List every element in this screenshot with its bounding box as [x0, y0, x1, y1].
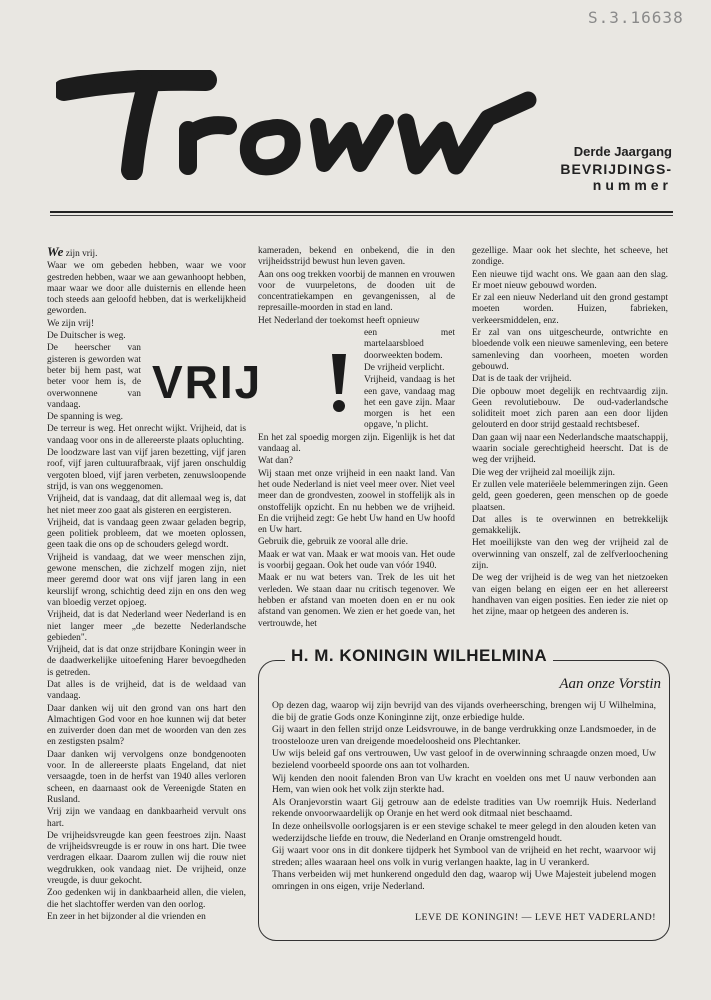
article-paragraph: En het zal spoedig morgen zijn. Eigenlijk is het dat vandaag al. [258, 432, 455, 455]
article-paragraph: Vrijheid, vandaag is het een gave, vandaag mag het een gave zijn. Maar morgen is het een opgave, 'n plicht. [364, 375, 455, 431]
masthead-rule-thin [50, 215, 673, 216]
article-paragraph: Waar we om gebeden hebben, waar we voor gestreden hebben, waar we aan gewanhoopt hebben, maar waar we door alle duisternis en ellende heen toch steeds aan geloofd hebben, dat is werkelijkheid geworden. [47, 261, 246, 317]
tribute-paragraph: Als Oranjevorstin waart Gij getrouw aan de edelste tradities van Uw roemrijk Huis. Nederland rekende onvoorwaardelijk op Oranje en het werd ook ditmaal niet beschaamd. [272, 796, 656, 820]
article-paragraph: De terreur is weg. Het onrecht wijkt. Vrijheid, dat is vandaag voor ons in de allereerste plaats opluchting. [47, 424, 246, 446]
article-column-2 [258, 246, 455, 631]
tribute-paragraph: Gij waart in den fellen strijd onze Leidsvrouwe, in de bange verdrukking onze Landsmoeder, in de troostelooze uren van dreigende moedeloosheid ons Plechtanker. [272, 724, 656, 747]
queen-box-text [272, 700, 656, 894]
article-paragraph: De vrijheid verplicht. [364, 362, 445, 373]
article-paragraph: Vrijheid, dat is dat onze strijdbare Koningin weer in de daadwerkelijke uitoefening Harer bevoegdheden is getreden. [47, 645, 246, 678]
article-paragraph: De loodzware last van vijf jaren bezetting, vijf jaren roof, vijf jaren cultuurafbraak, vijf jaren onschuldig vergoten bloed, vijf jaren verbeten, zenuwsloopende strijd, is van ons weggenomen. [47, 448, 246, 492]
queen-box-subtitle: Aan onze Vorstin [559, 676, 661, 692]
article-paragraph: Wij staan met onze vrijheid in een naakt land. Van het oude Nederland is niet veel meer over. Niet veel meer dan de grondvesten, zoowel in stoffelijk als in onstoffelijk opzicht. En nu hebben we de vrijheid. En die vrijheid zegt: Ge hebt Uw hand en Uw hoofd en Uw hart. [258, 468, 455, 536]
article-paragraph: We zijn vrij. [47, 244, 98, 259]
article-paragraph: Het moeilijkste van den weg der vrijheid zal de overwinning van onszelf, zal de zelfverloochening zijn. [472, 538, 668, 572]
article-paragraph: De weg der vrijheid is de weg van het nietzoeken van eigen belang en eigen eer en het allereerst handhaven van eigen posities. Een ieder zie niet op het zijne, maar op hetgeen des anderen is. [472, 573, 668, 618]
queen-box-footer: LEVE DE KONINGIN! — LEVE HET VADERLAND! [415, 912, 656, 923]
article-paragraph: Dan gaan wij naar een Nederlandsche maatschappij, waarin sociale gerechtigheid heerscht. Dat is de weg der vrijheid. [472, 432, 669, 466]
article-paragraph: gezellige. Maar ook het slechte, het scheeve, het zondige. [472, 246, 668, 268]
masthead-rule [50, 211, 673, 213]
article-paragraph: Er zal van ons uitgescheurde, ontwrichte en bloedende volk een nieuwe samenleving, een betere samenleving dan voorheen, moeten worden gebouwd. [472, 328, 668, 372]
article-paragraph: De spanning is weg. [47, 412, 124, 423]
edition-number: nummer [592, 177, 672, 193]
tribute-paragraph: Wij kenden den nooit falenden Bron van Uw kracht en voelden ons met U nauw verbonden aan Hem, van wien ook het volk zijn sterkte had. [272, 772, 656, 796]
article-paragraph: De heerscher van gisteren is geworden wat beter bij hem past, wat beter voor hem is, de overwonnene van vandaag. [47, 343, 141, 410]
edition-year: Derde Jaargang [573, 144, 672, 159]
tribute-paragraph: Thans verbeiden wij met hunkerend ongeduld den dag, waarop wij Uwe Majesteit jubelend mogen omringen in ons eigen, vrije Nederland. [272, 869, 656, 892]
article-paragraph: Vrijheid, dat is dat Nederland weer Nederland is en niet langer meer „de bezette Nederlandsche gebieden". [47, 610, 246, 643]
article-paragraph: Het Nederland der toekomst heeft opnieuw [258, 315, 420, 326]
article-paragraph: Die opbouw moet degelijk en rechtvaardig zijn. Geen revolutiebouw. De oud-vaderlandsche soliditeit moet zich paren aan een door lijden gelouterd en door strijd gestaald rechtsbesef. [472, 386, 668, 431]
article-paragraph: Er zullen vele materiëele belemmeringen zijn. Geen geld, geen goederen, geen menschen op de goede plaatsen. [472, 479, 668, 513]
article-paragraph: een met martelaarsbloed doorweekten bodem. [364, 328, 455, 361]
article-paragraph: Vrij zijn we vandaag en dankbaarheid vervult ons hart. [47, 807, 246, 829]
tribute-paragraph: Uw wijs beleid gaf ons vertrouwen, Uw vast geloof in de overwinning schraagde onzen moed, Uw bezielend voorbeeld spoorde ons aan tot volharden. [272, 748, 656, 771]
vrij-word: VRIJ [152, 356, 263, 408]
archive-number: S.3.16638 [588, 8, 684, 27]
article-paragraph: Een nieuwe tijd wacht ons. We gaan aan den slag. Er moet nieuw gebouwd worden. [472, 269, 668, 291]
tribute-paragraph: Op dezen dag, waarop wij zijn bevrijd van des vijands overheersching, brengen wij U Wilhelmina, die bij de gratie Gods onze Koninginne zijt, onze erbiedige hulde. [272, 700, 656, 723]
article-paragraph: Daar danken wij uit den grond van ons hart den Almachtigen God voor en hoe kunnen wij dat beter en zuiverder doen dan met de woorden van den zes en zestigsten psalm? [47, 703, 246, 748]
dropcap: We [47, 244, 64, 259]
article-paragraph: Dat is de taak der vrijheid. [472, 374, 572, 385]
tribute-paragraph: Gij waart voor ons in dit donkere tijdperk het Symbool van de vrijheid en het recht, waarvoor wij streden; alles waaraan heel ons volk in vurig verlangen haakte, lag in U verankerd. [272, 845, 656, 868]
article-paragraph: Maak er wat van. Maak er wat moois van. Het oude is voorbij gegaan. Ook het oude van vóór 1940. [258, 549, 455, 572]
article-paragraph: Daar danken wij vervolgens onze bondgenooten voor. In de allereerste plaats Engeland, dat niet versaagde, toen in de herfst van 1940 alles verloren scheen, en daarnaast ook de Vereenigde Staten en Rusland. [47, 749, 246, 805]
article-paragraph: Gebruik die, gebruik ze vooral alle drie. [258, 537, 408, 548]
article-paragraph: Vrijheid, dat is vandaag, dat dit allemaal weg is, dat het niet meer zoo gaat als gisteren en eergisteren. [47, 494, 246, 516]
article-column-3 [472, 246, 668, 620]
article-paragraph: Maak er nu wat beters van. Trek de les uit het verleden. We staan daar nu critisch tegenover. We hebben er afstand van moeten doen en er nu ook afstand van genomen. We zien er het goede van, het vertrouwde, het [258, 573, 455, 629]
article-paragraph: kameraden, bekend en onbekend, die in den vrijheidsstrijd bewust hun leven gaven. [258, 246, 455, 268]
queen-box-title: H. M. KONINGIN WILHELMINA [285, 646, 553, 666]
article-paragraph: Wat dan? [258, 456, 293, 467]
masthead-logo [56, 70, 566, 180]
article-column-1 [47, 246, 246, 924]
article-paragraph: We zijn vrij! [47, 318, 95, 329]
article-paragraph: De vrijheidsvreugde kan geen feestroes zijn. Naast de vrijheidsvreugde is er rouw in ons hart. Die twee verdragen elkaar. Daarom zullen wij die rouw niet wegdrukken, ook vandaag niet. De vrijheid, onze vreugde, is duur gekocht. [47, 830, 246, 887]
article-paragraph: Aan ons oog trekken voorbij de mannen en vrouwen voor de vuurpeletons, de dooden uit de concentratiekampen en gevangenissen, al de represaille-moorden in stad en land. [258, 269, 455, 314]
article-paragraph: Vrijheid, dat is vandaag geen zwaar geladen begrip, geen politiek probleem, dat we moeten oplossen, geen taak die ons op de schouders gelegd wordt. [47, 517, 246, 551]
article-paragraph: Vrijheid is vandaag, dat we weer menschen zijn, gewone menschen, die zichzelf mogen zijn, niet meer geremd door wat ons vijf jaren lang in een keurslijf wrong, schichtig deed zijn en ons den weg van bloedig verzet opjoeg. [47, 552, 246, 608]
article-paragraph: Zoo gedenken wij in dankbaarheid allen, die vielen, die het slachtoffer werden van den oorlog. [47, 888, 246, 910]
article-paragraph: Dat alles is de vrijheid, dat is de weldaad van vandaag. [47, 679, 246, 702]
edition-type: BEVRIJDINGS- [560, 161, 672, 177]
article-paragraph: Die weg der vrijheid zal moeilijk zijn. [472, 467, 615, 478]
edition-info [560, 144, 672, 193]
article-paragraph: De Duitscher is weg. [47, 331, 126, 342]
tribute-paragraph: In deze onheilsvolle oorlogsjaren is er een stevige schakel te meer gelegd in den alouden keten van wederzijdsche liefde en trouw, die Nederland en Oranje omstrengeld houdt. [272, 820, 656, 844]
article-paragraph: Er zal een nieuw Nederland uit den grond gestampt moeten worden. Huizen, fabrieken, verkeersmiddelen, enz. [472, 293, 668, 326]
article-paragraph: En zeer in het bijzonder al die vrienden en [47, 911, 206, 922]
article-paragraph: Dat alles is te overwinnen en betrekkelijk gemakkelijk. [472, 514, 668, 537]
